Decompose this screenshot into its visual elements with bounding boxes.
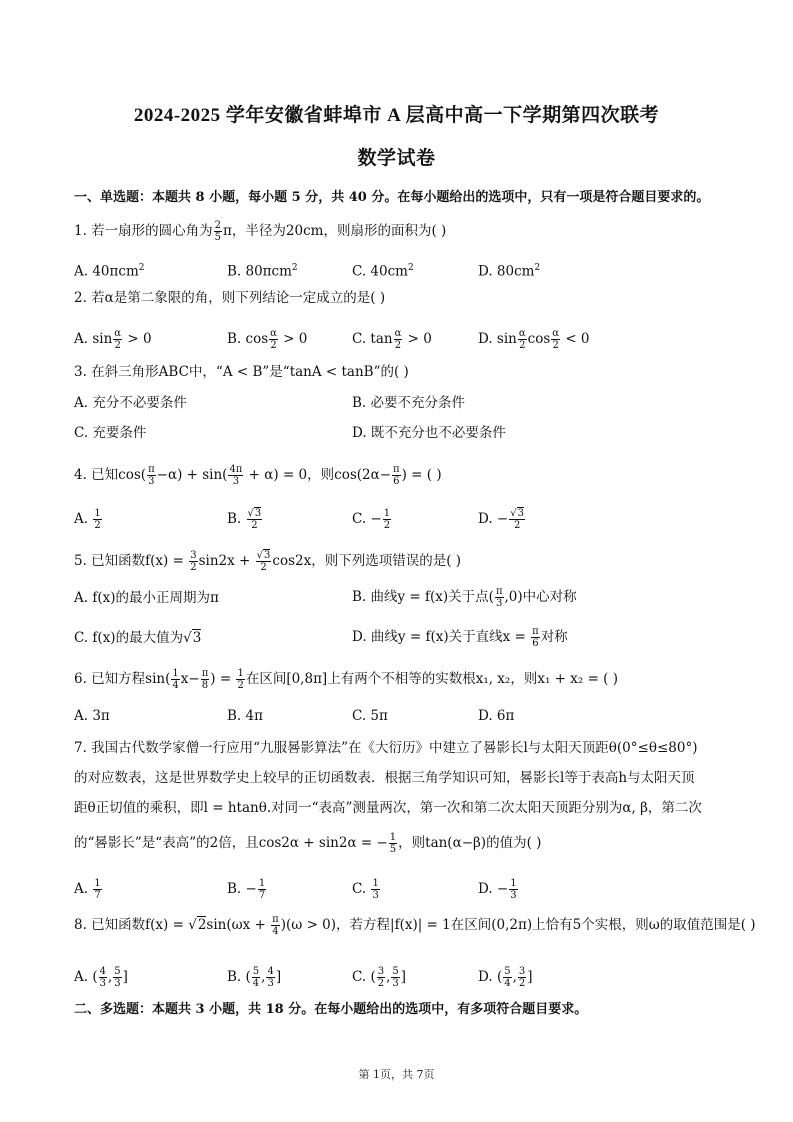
q7-c-label: C. — [352, 881, 371, 897]
question-7-line-3: 距θ正切值的乘积，即l = htanθ.对同一“表高”测量两次，第一次和第二次太阳天顶距分别为α, β，第二次 — [74, 800, 702, 816]
q3-option-b: B. 必要不充分条件 — [352, 395, 466, 411]
q1-b-label: B. 80πcm — [227, 263, 292, 280]
q1-d-exp: 2 — [534, 263, 541, 273]
q8-b-label: B. — [227, 969, 246, 985]
q2-d-tail: < 0 — [561, 331, 590, 347]
q4-f1d: 3 — [148, 476, 155, 487]
q8-c-frac1 — [377, 966, 385, 989]
q2-c-num: α — [394, 328, 402, 339]
q2-c-den: 2 — [394, 340, 402, 351]
q7-d-frac — [509, 878, 517, 901]
q8-d2d: 2 — [518, 978, 526, 989]
q7-dn: 1 — [510, 878, 517, 889]
q4-f2 — [228, 464, 243, 487]
q1-b-exp: 2 — [291, 263, 298, 273]
q5-option-a: A. f(x)的最小正周期为π — [74, 590, 219, 606]
question-7-line-2: 的对应数表，这是世界数学史上较早的正切函数表．根据三角学知识可知，晷影长l等于表高h与太阳天顶 — [74, 770, 695, 786]
q7-option-d — [478, 878, 519, 901]
q6-option-c: C. 5π — [352, 708, 388, 724]
q1-c-label: C. 40cm — [352, 263, 408, 280]
q7-ad: 7 — [94, 890, 101, 901]
q7-a-label: A. — [74, 881, 93, 897]
q7-option-c — [352, 878, 381, 901]
q4-an: 1 — [94, 508, 101, 519]
q8-root: 2 — [197, 917, 207, 933]
q5-f2 — [256, 550, 272, 573]
q4-a-label: A. — [74, 511, 93, 527]
q7-l4b: ，则tan(α−β)的值为( ) — [398, 835, 542, 851]
question-8-stem: 8. 已知函数f(x) = √2sin(ωx + $\frac{\pi}{4}$ )(ω > 0)，若方程|f(x)| = 1在区间(0,2π)上恰有5个实根，则ω的取值范围是( ) — [74, 914, 756, 937]
q7-d-label: D. − — [478, 881, 509, 897]
q4-f3n: π — [393, 464, 400, 475]
q2-d-label: D. sin — [478, 331, 517, 347]
q2-d-num1: α — [518, 328, 526, 339]
q8-a-label: A. — [74, 969, 93, 985]
q4-f1 — [147, 464, 156, 487]
q8-c1n: 3 — [377, 966, 385, 977]
q4-c-label: C. − — [352, 511, 382, 527]
q2-b-num: α — [270, 328, 277, 339]
q1-fraction — [214, 220, 222, 243]
q6-f3n: 1 — [237, 668, 244, 679]
q8-a-frac2 — [113, 966, 121, 989]
q8-d2n: 3 — [518, 966, 526, 977]
q8-d1n: 5 — [504, 966, 511, 977]
q8-d-frac1 — [503, 966, 511, 989]
exam-title: 2024-2025 学年安徽省蚌埠市 A 层高中高一下学期第四次联考 — [133, 105, 660, 126]
q2-b-tail: > 0 — [278, 331, 308, 347]
q4-f2d: 3 — [232, 476, 240, 487]
q4-option-c — [352, 508, 392, 531]
q3-option-a: A. 充分不必要条件 — [74, 395, 187, 411]
q6-t4: 在区间[0,8π]上有两个不相等的实数根x₁, x₂，则x₁ + x₂ = ( ) — [245, 671, 619, 687]
q1-option-a — [74, 258, 144, 282]
q4-cn: 1 — [383, 508, 391, 519]
q4-f2n: 4π — [229, 464, 243, 475]
q8-b2d: 3 — [267, 978, 274, 989]
q1-frac-den: 5 — [214, 232, 222, 243]
q8-fn: π — [272, 914, 279, 925]
q4-c-frac — [383, 508, 391, 531]
q2-b-label: B. cos — [227, 331, 269, 347]
q2-d-frac2 — [551, 328, 560, 351]
q5-f2n: 3 — [264, 550, 271, 561]
q5-dd: 6 — [532, 638, 539, 649]
q4-option-b — [227, 508, 263, 531]
q7-bd: 7 — [258, 890, 266, 901]
question-7-line-1: 7. 我国古代数学家僧一行应用“九服晷影算法”在《大衍历》中建立了晷影长l与太阳天顶距θ(0°≤θ≤80°) — [74, 740, 698, 756]
q8-d-label: D. — [478, 969, 497, 985]
q5-f1 — [189, 550, 197, 573]
q1-text-b: π，半径为20cm，则扇形的面积为( ) — [223, 223, 447, 239]
q5-d-frac — [531, 626, 540, 649]
page-footer: 第 1页，共 7页 — [358, 1068, 435, 1081]
q6-option-a: A. 3π — [74, 708, 110, 724]
q5-c1: C. f(x)的最大值为 — [74, 630, 184, 646]
q8-option-a: A. ( $\frac{4}{3}$ , $\frac{5}{3}$ ] — [74, 966, 128, 989]
q7-fn: 1 — [389, 832, 397, 843]
q4-ad: 2 — [94, 520, 101, 531]
q4-bn-wrap: √3 — [247, 508, 262, 519]
q2-b-frac — [269, 328, 278, 351]
q4-option-a — [74, 508, 103, 531]
q7-l4a: 的“晷影长”是“表高”的2倍，且cos2α + sin2α = − — [74, 835, 388, 851]
q5-f2d: 2 — [260, 562, 267, 573]
q8-a-frac1 — [99, 966, 107, 989]
q8-c2n: 5 — [392, 966, 399, 977]
q5-dn: π — [532, 626, 539, 637]
q8-d-frac2 — [518, 966, 526, 989]
q4-b-frac — [247, 508, 263, 531]
exam-subtitle: 数学试卷 — [357, 148, 436, 169]
q4-f3 — [392, 464, 401, 487]
question-7-line-4 — [74, 832, 541, 855]
q8-option-b: B. ( $\frac{5}{4}$ , $\frac{4}{3}$ ] — [227, 966, 282, 989]
q1-option-d — [478, 258, 540, 282]
q1-frac-num: 2 — [214, 220, 222, 231]
question-5-stem — [74, 550, 461, 573]
q7-bn: 1 — [258, 878, 266, 889]
q8-c2d: 3 — [392, 978, 399, 989]
q6-t2: x− — [180, 671, 200, 687]
q1-c-exp: 2 — [407, 263, 414, 273]
q2-option-d — [478, 328, 590, 351]
q2-a-label: A. sin — [74, 331, 113, 347]
q2-a-tail: > 0 — [123, 331, 152, 347]
q6-t1: 6. 已知方程sin( — [74, 671, 171, 687]
q4-t2: −α) + sin( — [156, 467, 228, 483]
q7-cd: 3 — [372, 890, 379, 901]
q6-f2d: 8 — [201, 680, 209, 691]
q8-t2: sin(ωx + — [206, 917, 271, 933]
q7-b-frac — [258, 878, 266, 901]
q1-text-a: 1. 若一扇形的圆心角为 — [74, 223, 213, 239]
q4-bn: 3 — [254, 508, 262, 519]
q2-c-frac — [394, 328, 403, 351]
q2-a-den: 2 — [114, 340, 121, 351]
q6-option-d: D. 6π — [478, 708, 515, 724]
q7-b-label: B. − — [227, 881, 257, 897]
q8-a1d: 3 — [99, 978, 106, 989]
q4-d-label: D. − — [478, 511, 509, 527]
q2-d-den2: 2 — [552, 340, 559, 351]
q4-t1: 4. 已知cos( — [74, 467, 147, 483]
q4-b-label: B. — [227, 511, 246, 527]
q6-f1n: 1 — [172, 668, 179, 679]
q7-option-a — [74, 878, 103, 901]
q7-cn: 1 — [372, 878, 379, 889]
q5-d2: 对称 — [540, 629, 568, 645]
q7-a-frac — [93, 878, 101, 901]
q6-t3: ) = — [210, 671, 236, 687]
q8-b1n: 5 — [252, 966, 260, 977]
question-1-stem — [74, 220, 446, 243]
q4-t4: ) = ( ) — [401, 467, 442, 483]
q6-f3 — [236, 668, 244, 691]
q8-option-c: C. ( $\frac{3}{2}$ , $\frac{5}{3}$ ] — [352, 966, 407, 989]
q4-d-frac — [509, 508, 525, 531]
q1-a-label: A. 40πcm — [74, 263, 139, 280]
q8-a1n: 4 — [99, 966, 106, 977]
q8-b-frac1 — [252, 966, 260, 989]
q4-f3d: 6 — [393, 476, 400, 487]
q5-f1d: 2 — [190, 562, 197, 573]
q8-option-d: D. ( $\frac{5}{4}$ , $\frac{3}{2}$ ] — [478, 966, 533, 989]
q2-a-frac — [113, 328, 122, 351]
q5-cv: 3 — [192, 630, 202, 646]
q2-b-den: 2 — [270, 340, 277, 351]
q7-fd: 5 — [389, 844, 397, 855]
q4-dn: 3 — [517, 508, 524, 519]
q1-a-exp: 2 — [138, 263, 145, 273]
question-3-stem: 3. 在斜三角形ABC中，“A < B”是“tanA < tanB”的( ) — [74, 364, 409, 380]
q8-a2n: 5 — [114, 966, 121, 977]
q2-d-num2: α — [552, 328, 560, 339]
q5-b-frac — [495, 586, 504, 609]
q6-f1 — [171, 668, 179, 691]
q4-bd: 2 — [251, 520, 258, 531]
q2-d-frac1 — [518, 328, 527, 351]
q8-c-frac2 — [391, 966, 399, 989]
q8-a2d: 3 — [114, 978, 121, 989]
q2-option-c — [352, 328, 432, 351]
q5-b1: B. 曲线y = f(x)关于点( — [352, 589, 494, 605]
q5-t3: cos2x，则下列选项错误的是( ) — [272, 553, 462, 569]
q7-an: 1 — [94, 878, 101, 889]
q5-b2: ,0)中心对称 — [504, 589, 577, 605]
q5-f2n-wrap: √3 — [256, 550, 271, 561]
q7-option-b — [227, 878, 267, 901]
q4-option-d — [478, 508, 526, 531]
q5-option-d — [352, 626, 568, 649]
q8-fd: 4 — [272, 926, 279, 937]
q2-option-a — [74, 328, 152, 351]
q4-t3: + α) = 0，则cos(2α− — [244, 467, 392, 483]
q5-t2: sin2x + — [198, 553, 255, 569]
q1-option-c — [352, 258, 414, 282]
q8-b-frac2 — [266, 966, 274, 989]
q7-c-frac — [371, 878, 379, 901]
q7-dd: 3 — [510, 890, 517, 901]
q8-t3: )(ω > 0)，若方程|f(x)| = 1在区间(0,2π)上恰有5个实根，则ω的取值范围是( ) — [280, 917, 756, 933]
q3-option-c: C. 充要条件 — [74, 425, 147, 441]
q2-d-den1: 2 — [519, 340, 526, 351]
q8-b2n: 4 — [267, 966, 274, 977]
q8-frac — [271, 914, 280, 937]
q3-option-d: D. 既不充分也不必要条件 — [352, 425, 506, 441]
q8-c-label: C. — [352, 969, 371, 985]
q1-d-label: D. 80cm — [478, 263, 535, 280]
q5-f1n: 3 — [190, 550, 197, 561]
q5-d1: D. 曲线y = f(x)关于直线x = — [352, 629, 531, 645]
q5-option-c: C. f(x)的最大值为√3 — [74, 630, 202, 646]
q4-dn-wrap: √3 — [510, 508, 524, 519]
q6-f3d: 2 — [237, 680, 244, 691]
q7-frac — [389, 832, 397, 855]
q8-t1: 8. 已知函数f(x) = — [74, 917, 189, 933]
q5-option-b — [352, 586, 577, 609]
q4-a-frac — [93, 508, 101, 531]
q1-option-b — [227, 258, 298, 282]
question-4-stem — [74, 464, 442, 487]
q4-cd: 2 — [383, 520, 391, 531]
q6-option-b: B. 4π — [227, 708, 263, 724]
q8-b1d: 4 — [252, 978, 260, 989]
q6-f2 — [201, 668, 210, 691]
q5-bd: 3 — [496, 598, 503, 609]
q6-f1d: 4 — [172, 680, 179, 691]
q4-f1n: π — [148, 464, 155, 475]
q2-c-label: C. tan — [352, 331, 393, 347]
q4-dd: 2 — [513, 520, 521, 531]
question-2-stem: 2. 若α是第二象限的角，则下列结论一定成立的是( ) — [74, 290, 386, 306]
q2-option-b — [227, 328, 307, 351]
q2-d-mid: cos — [527, 331, 551, 347]
q8-d1d: 4 — [504, 978, 511, 989]
q5-t1: 5. 已知函数f(x) = — [74, 553, 189, 569]
section-heading-multiple-choice: 二、多选题：本题共 3 小题，共 18 分。在每小题给出的选项中，有多项符合题目要求。 — [74, 1002, 588, 1017]
q6-f2n: π — [201, 668, 209, 679]
q2-c-tail: > 0 — [403, 331, 432, 347]
q2-a-num: α — [114, 328, 122, 339]
q5-bn: π — [495, 586, 503, 597]
question-6-stem — [74, 668, 618, 691]
q8-c1d: 2 — [377, 978, 385, 989]
section-heading-single-choice: 一、单选题：本题共 8 小题，每小题 5 分，共 40 分。在每小题给出的选项中，只有一项是符合题目要求的。 — [74, 190, 710, 205]
